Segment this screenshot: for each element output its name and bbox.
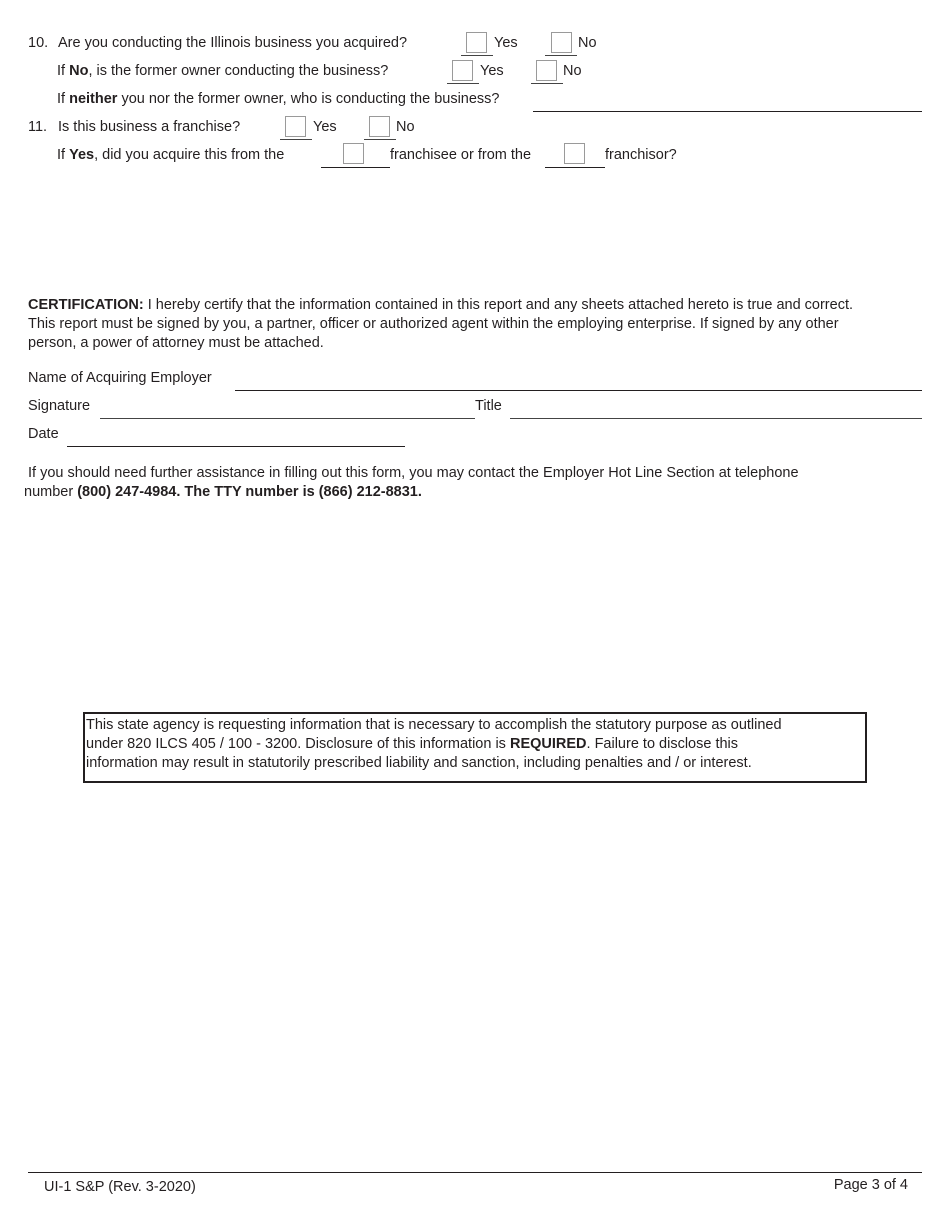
q10-no-checkbox[interactable] (551, 32, 572, 53)
q11-franchisee-checkbox[interactable] (343, 143, 364, 164)
title-label: Title (475, 398, 502, 414)
q10-yes-label: Yes (494, 35, 518, 51)
q11-followup: If Yes, did you acquire this from the (57, 147, 285, 163)
q10-neither: If neither you nor the former owner, who is conducting the business? (57, 91, 500, 107)
q11-no-underline (364, 139, 396, 140)
q11-no-checkbox[interactable] (369, 116, 390, 137)
disclosure-notice: This state agency is requesting information that is necessary to accomplish the statutory purpose as outlined under 820 ILCS 405 / 100 - 3200. Disclosure of this information is REQUIRED. Failure to disclose this information may result in statutorily prescribed liability and sanction, including penalties and / or interest. (83, 712, 867, 783)
q10-owner-no-underline (531, 83, 563, 84)
q11-yes-checkbox[interactable] (285, 116, 306, 137)
q10-owner-no-checkbox[interactable] (536, 60, 557, 81)
q10-no-underline (545, 55, 577, 56)
signature-field[interactable] (100, 418, 475, 419)
q11-franchisee-label: franchisee or from the (390, 147, 532, 163)
q10-yes-underline (461, 55, 493, 56)
date-field[interactable] (67, 446, 405, 447)
q10-owner-yes-label: Yes (480, 63, 504, 79)
form-id: UI-1 S&P (Rev. 3-2020) (44, 1179, 196, 1195)
q10-followup: If No, is the former owner conducting the business? (57, 63, 389, 79)
q11-number: 11. (28, 119, 48, 135)
signature-label: Signature (28, 398, 91, 414)
q10-question: Are you conducting the Illinois business you acquired? (58, 35, 408, 51)
q11-franchisor-underline (545, 167, 605, 168)
certification-text: CERTIFICATION: I hereby certify that the information contained in this report and any sheets attached hereto is true and correct. This report must be signed by you, a partner, officer or authorized agent within the employing enterprise. If signed by any other person, a power of attorney must be attached. (28, 297, 854, 351)
q10-number: 10. (28, 35, 49, 51)
q10-who-conducting-field[interactable] (533, 111, 922, 112)
q11-no-label: No (396, 119, 415, 135)
q10-no-label: No (578, 35, 597, 51)
q10-yes-checkbox[interactable] (466, 32, 487, 53)
q11-franchisee-underline (321, 167, 390, 168)
page-number: Page 3 of 4 (833, 1177, 908, 1193)
q10-owner-no-label: No (563, 63, 582, 79)
assistance-text: If you should need further assistance in filling out this form, you may contact the Employer Hot Line Section at telephone number (800) 247-4984. The TTY number is (866) 212-8831. (24, 465, 799, 500)
acquiring-employer-field[interactable] (235, 390, 922, 391)
acquiring-employer-label: Name of Acquiring Employer (28, 370, 212, 386)
footer-rule (28, 1172, 922, 1173)
title-field[interactable] (510, 418, 922, 419)
q11-franchisor-label: franchisor? (605, 147, 677, 163)
q10-owner-yes-checkbox[interactable] (452, 60, 473, 81)
q11-question: Is this business a franchise? (58, 119, 241, 135)
date-label: Date (28, 426, 59, 442)
q11-yes-underline (280, 139, 312, 140)
q11-yes-label: Yes (313, 119, 337, 135)
q11-franchisor-checkbox[interactable] (564, 143, 585, 164)
q10-owner-yes-underline (447, 83, 479, 84)
